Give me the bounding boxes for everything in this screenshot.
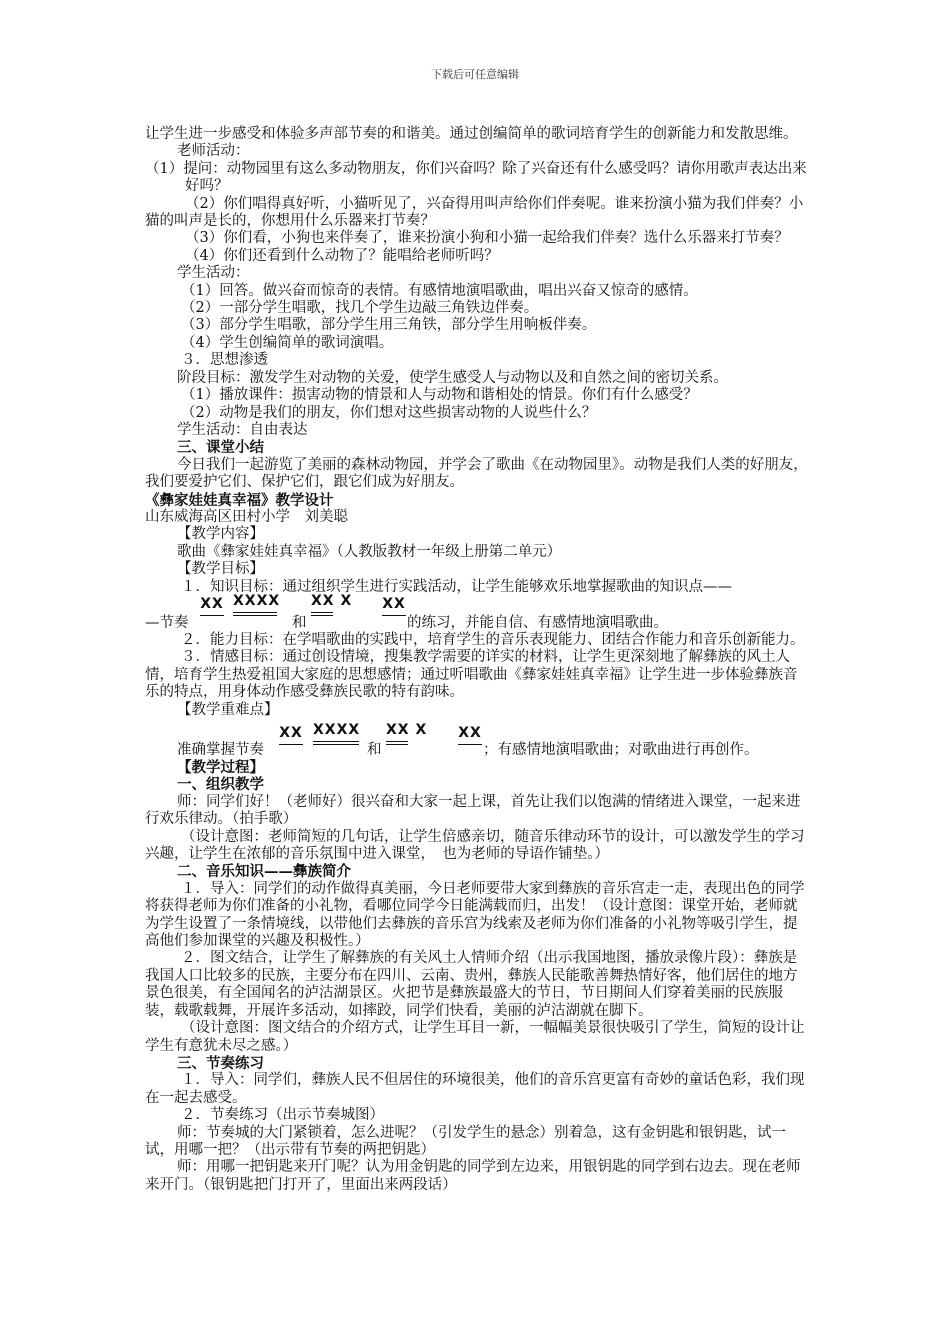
beam-line bbox=[386, 744, 408, 745]
beam-line bbox=[386, 741, 408, 742]
text-fragment: 和 bbox=[367, 741, 382, 758]
section-heading: 【教学过程】 bbox=[177, 759, 264, 776]
rhythm-xxxx bbox=[233, 592, 281, 616]
beam-line bbox=[382, 615, 406, 616]
rhythm-notes: XX X bbox=[386, 722, 428, 738]
beam-line bbox=[311, 615, 333, 616]
rhythm-notes: XX bbox=[458, 725, 482, 741]
list-item: （1）回答。做兴奋而惊奇的表情。有感情地演唱歌曲，唱出兴奋又惊奇的感情。 bbox=[181, 282, 698, 299]
text-fragment: —节奏 bbox=[145, 614, 189, 631]
rhythm-xxxx bbox=[313, 723, 359, 745]
paragraph: （2）你们唱得真好听，小猫听见了，兴奋得用叫声给你们伴奏呢。谁来扮演小猫为我们伴奏？小猫的叫声是长的，你想用什么乐器来打节奏？ bbox=[145, 195, 804, 230]
paragraph: （3）你们看，小狗也来伴奏了，谁来扮演小狗和小猫一起给我们伴奏？选什么乐器来打节奏？ bbox=[185, 230, 789, 247]
text-fragment: ；有感情地演唱歌曲；对歌曲进行再创作。 bbox=[483, 741, 759, 758]
beam-line bbox=[279, 744, 303, 745]
rhythm-line-knowledge bbox=[145, 592, 808, 632]
section-heading: 【教学目标】 bbox=[177, 561, 264, 578]
beam-line bbox=[458, 744, 482, 745]
rhythm-xx bbox=[200, 597, 224, 616]
list-item: （2）一部分学生唱歌，找几个学生边敲三角铁边伴奏。 bbox=[181, 300, 539, 317]
paragraph: （4）你们还看到什么动物了？能唱给老师听吗？ bbox=[185, 247, 499, 264]
rhythm-notes: XX bbox=[382, 595, 406, 612]
paragraph: 师：节奏城的大门紧锁着，怎么进呢？（引发学生的悬念）别着急，这有金钥匙和银钥匙，试一试，用哪一把？（出示带有节奏的两把钥匙） bbox=[145, 1124, 786, 1158]
list-item: （1）播放课件：损害动物的情景和人与动物和谐相处的情景。你们有什么感受？ bbox=[181, 387, 698, 404]
paragraph: 今日我们一起游览了美丽的森林动物园，并学会了歌曲《在动物园里》。动物是我们人类的好朋友，我们要爱护它们、保护它们，跟它们成为好朋友。 bbox=[145, 456, 808, 491]
rhythm-xx bbox=[279, 726, 303, 745]
text-fragment: 和 bbox=[292, 614, 307, 631]
text-fragment: 的练习，并能自信、有感情地演唱歌曲。 bbox=[407, 614, 668, 631]
rhythm-xx bbox=[382, 597, 406, 616]
section-heading: 一、组织教学 bbox=[177, 776, 264, 794]
section-heading: 【教学内容】 bbox=[177, 526, 264, 543]
paragraph: １．导入：同学们的动作做得真美丽，今日老师要带大家到彝族的音乐宫走一走，表现出色的同学将获得老师为你们准备的小礼物，看哪位同学今日能满载而归，出发！（设计意图：课堂开始，老师就为学生设置了一条情境线，以带他们去彝族的音乐宫为线索及老师为你们准备的小礼物等吸引学生，提高他们参加课堂的兴趣及积极性。） bbox=[145, 880, 805, 950]
label-teacher-activity: 老师活动： bbox=[177, 143, 250, 160]
label-student-activity: 学生活动： bbox=[177, 265, 250, 282]
paragraph: １．导入：同学们，彝族人民不但居住的环境很美，他们的音乐宫更富有奇妙的童话色彩，我们现在一起去感受。 bbox=[145, 1072, 805, 1106]
beam-line bbox=[313, 741, 359, 742]
paragraph: （1）提问：动物园里有这么多动物朋友，你们兴奋吗？除了兴奋还有什么感受吗？请你用歌声表达出来好吗？ bbox=[145, 160, 807, 195]
section-heading: 三、课堂小结 bbox=[177, 439, 264, 457]
section-heading: 二、音乐知识——彝族简介 bbox=[177, 863, 351, 881]
paragraph: ２．能力目标：在学唱歌曲的实践中，培育学生的音乐表现能力、团结合作能力和音乐创新能力。 bbox=[181, 631, 805, 648]
rhythm-xx-x bbox=[311, 594, 361, 616]
list-item: （4）学生创编简单的歌词演唱。 bbox=[181, 334, 394, 351]
paragraph: 师：用哪一把钥匙来开门呢？认为用金钥匙的同学到左边来，用银钥匙的同学到右边去。现在老师来开门。（银钥匙把门打开了，里面出来两段话） bbox=[145, 1159, 801, 1193]
paragraph: 学生活动：自由表达 bbox=[177, 421, 308, 438]
rhythm-line-key-points bbox=[145, 719, 808, 759]
page-header: 下载后可任意编辑 bbox=[431, 68, 519, 81]
beam-line bbox=[233, 615, 277, 616]
document-body bbox=[145, 126, 808, 1194]
beam-line bbox=[200, 615, 224, 616]
section-heading: ３．思想渗透 bbox=[181, 352, 268, 369]
paragraph: （设计意图：老师简短的几句话，让学生倍感亲切，随音乐律动环节的设计，可以激发学生的学习兴趣，让学生在浓郁的音乐氛围中进入课堂， 也为老师的导语作铺垫。） bbox=[145, 828, 805, 863]
rhythm-xx bbox=[458, 726, 482, 745]
paragraph: 阶段目标：激发学生对动物的关爱，使学生感受人与动物以及和自然之间的密切关系。 bbox=[177, 369, 728, 386]
text-fragment: 准确掌握节奏 bbox=[177, 741, 264, 758]
section-heading: 【教学重难点】 bbox=[177, 701, 279, 718]
paragraph: ２．图文结合，让学生了解彝族的有关风土人情师介绍（出示我国地图，播放录像片段）：彝族是我国人口比较多的民族，主要分布在四川、云南、贵州，彝族人民能歌善舞热情好客，他们居住的地方景色很美，有全国闻名的泸沽湖景区。火把节是彝族最盛大的节日，节日期间人们穿着美丽的民族服装，载歌载舞，开展许多活动，如摔跤，同学们快看，美丽的泸沽湖就在脚下。 bbox=[145, 950, 798, 1019]
rhythm-notes: XX bbox=[279, 725, 303, 741]
rhythm-notes: XX X bbox=[311, 592, 353, 609]
author-line: 山东威海高区田村小学 刘美聪 bbox=[145, 508, 348, 525]
list-item: （2）动物是我们的朋友，你们想对这些损害动物的人说些什么？ bbox=[181, 404, 597, 421]
document-title: 《彝家娃娃真幸福》教学设计 bbox=[145, 491, 334, 509]
paragraph: 让学生进一步感受和体验多声部节奏的和谐美。通过创编简单的歌词培育学生的创新能力和发散思维。 bbox=[145, 126, 798, 142]
paragraph: （设计意图：图文结合的介绍方式，让学生耳目一新，一幅幅美景很快吸引了学生，简短的设计让学生有意犹未尽之感。） bbox=[145, 1020, 805, 1054]
rhythm-xx-x bbox=[386, 723, 436, 745]
paragraph: 师：同学们好！（老师好）很兴奋和大家一起上课，首先让我们以饱满的情绪进入课堂，一起来进行欢乐律动。（拍手歌） bbox=[145, 793, 801, 828]
paragraph: ３．情感目标：通过创设情境，搜集教学需要的详实的材料，让学生更深刻地了解彝族的风土人情，培育学生热爱祖国大家庭的思想感情；通过听唱歌曲《彝家娃娃真幸福》让学生进一步体验彝族音乐的特点，用身体动作感受彝族民歌的特有韵味。 bbox=[145, 649, 798, 701]
list-item: （3）部分学生唱歌，部分学生用三角铁，部分学生用响板伴奏。 bbox=[181, 317, 597, 334]
rhythm-notes: XX bbox=[200, 595, 224, 612]
paragraph: 歌曲《彝家娃娃真幸福》（人教版教材一年级上册第二单元） bbox=[177, 543, 562, 560]
rhythm-notes: XXXX bbox=[313, 722, 361, 738]
section-heading: 三、节奏练习 bbox=[177, 1054, 264, 1072]
rhythm-notes: XXXX bbox=[233, 592, 281, 609]
beam-line bbox=[313, 744, 359, 745]
beam-line bbox=[233, 612, 277, 613]
paragraph: ２．节奏练习（出示节奏城图） bbox=[181, 1107, 384, 1124]
paragraph: １．知识目标：通过组织学生进行实践活动，让学生能够欢乐地掌握歌曲的知识点—— bbox=[181, 578, 732, 595]
beam-line bbox=[311, 612, 333, 613]
